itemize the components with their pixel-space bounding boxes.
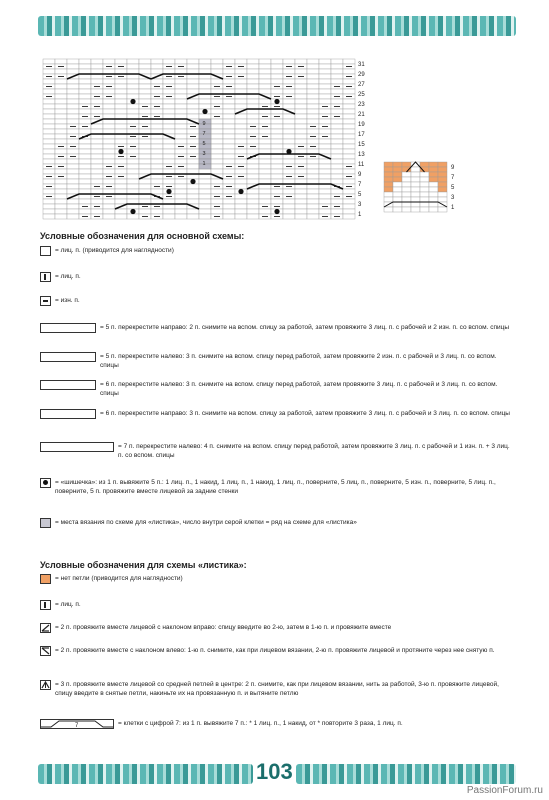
legend-leaf-marker: = места вязания по схеме для «листика», число внутри серой клетки = ряд на схеме для «листика» <box>40 518 510 528</box>
legend-knit: = лиц. п. <box>40 272 510 282</box>
legend-cdd: = 3 п. провяжите вместе лицевой со средней петлей в центре: 2 п. снимите, как при лицевом вязании, нить за работой, 3-ю п. провяжите лицевой, спицу введите в снятые петли, накиньте их на провязанную п. и вытяните петлю <box>40 680 510 698</box>
legend-knit-visual: = лиц. п. (приводится для наглядности) <box>40 246 510 256</box>
row-label: 9 <box>358 172 362 178</box>
leaf-row-label: 9 <box>451 165 455 171</box>
legend-cross-5-left: = 5 п. перекрестите налево: 3 п. снимите на вспом. спицу перед работой, затем провяжите 2 изн. п. с рабочей и 3 лиц. п. со вспом. спицы <box>40 352 510 370</box>
cdd-icon <box>40 680 51 690</box>
cable-6-left-icon <box>40 380 96 390</box>
legend-purl: = изн. п. <box>40 296 510 306</box>
center-number: 7 <box>202 131 206 137</box>
legend-cross-6-left: = 6 п. перекрестите налево: 3 п. снимите на вспом. спицу перед работой, затем провяжите 3 лиц. п. с рабочей и 3 лиц. п. со вспом. спицы <box>40 380 510 398</box>
purl-icon <box>40 296 51 306</box>
ssk-left-icon <box>40 646 51 656</box>
bobble-mark <box>202 109 207 114</box>
knit-icon <box>40 272 51 282</box>
bobble-mark <box>238 189 243 194</box>
legend-k2tog: = 2 п. провяжите вместе лицевой с наклоном вправо: спицу введите во 2-ю, затем в 1-ю п. и провяжите вместе <box>40 623 510 633</box>
bobble-mark <box>118 149 123 154</box>
row-label: 15 <box>358 142 365 148</box>
legend-ssk: = 2 п. провяжите вместе с наклоном влево: 1-ю п. снимите, как при лицевом вязании, 2-ю п. провяжите лицевой и протяните через нее снятую п. <box>40 646 510 656</box>
legend-increase-7: 7 = клетки с цифрой 7: из 1 п. вывяжите 7 п.: * 1 лиц. п., 1 накид, от * повторите 3 раза, 1 лиц. п. <box>40 719 510 729</box>
cable-5-right-icon <box>40 323 96 333</box>
bobble-mark <box>274 209 279 214</box>
leaf-row-label: 3 <box>451 195 455 201</box>
no-stitch-icon <box>40 574 51 584</box>
row-label: 27 <box>358 82 365 88</box>
legend-title-leaf: Условные обозначения для схемы «листика»: <box>40 560 247 570</box>
k2tog-right-icon <box>40 623 51 633</box>
legend-bobble: = «шишечка»: из 1 п. вывяжите 5 п.: 1 лиц. п., 1 накид, 1 лиц. п., 1 накид, 1 лиц. п., поверните, 5 лиц. п., поверните, 5 изн. п., поверните, 5 лиц. п., поверните, 5 п. провяжите вместе лицевой за задние стенки <box>40 478 510 496</box>
bobble-mark <box>274 99 279 104</box>
page-number: 103 <box>256 759 293 784</box>
empty-cell-icon <box>40 246 51 256</box>
legend-no-stitch: = нет петли (приводится для наглядности) <box>40 574 510 584</box>
decorative-border-bottom-right <box>296 764 516 784</box>
row-label: 5 <box>358 192 362 198</box>
legend-cross-5-right: = 5 п. перекрестите направо: 2 п. снимите на вспом. спицу за работой, затем провяжите 3 лиц. п. с рабочей и 2 изн. п. со вспом. спицы <box>40 323 510 333</box>
center-number: 5 <box>202 141 206 147</box>
bobble-mark <box>166 189 171 194</box>
bobble-mark <box>286 149 291 154</box>
svg-text:7: 7 <box>75 723 79 728</box>
row-label: 1 <box>358 212 362 218</box>
bobble-mark <box>130 99 135 104</box>
row-label: 13 <box>358 152 365 158</box>
decorative-border-top <box>38 16 516 36</box>
legend-cross-6-right: = 6 п. перекрестите направо: 3 п. снимите на вспом. спицу за работой, затем провяжите 3 лиц. п. с рабочей и 3 лиц. п. со вспом. спицы <box>40 409 510 419</box>
cable-7-left-icon <box>40 442 114 452</box>
center-number: 1 <box>202 161 206 167</box>
row-label: 3 <box>358 202 362 208</box>
row-label: 31 <box>358 62 365 68</box>
watermark: PassionForum.ru <box>466 785 543 796</box>
knit-icon <box>40 600 51 610</box>
row-label: 29 <box>358 72 365 78</box>
cable-5-left-icon <box>40 352 96 362</box>
bobble-mark <box>190 179 195 184</box>
center-number: 9 <box>202 121 206 127</box>
bobble-mark <box>130 209 135 214</box>
main-knitting-chart <box>41 57 371 222</box>
row-label: 17 <box>358 132 365 138</box>
row-label: 11 <box>358 162 365 168</box>
increase-7-icon <box>40 719 114 729</box>
leaf-row-label: 1 <box>451 205 455 211</box>
row-label: 23 <box>358 102 365 108</box>
legend-cross-7-left: = 7 п. перекрестите налево: 4 п. снимите на вспом. спицу перед работой, затем провяжите 3 лиц. п. с рабочей и 1 изн. п. + 3 лиц. п. со вспом. спицы <box>40 442 510 460</box>
decorative-border-bottom-left <box>38 764 253 784</box>
row-label: 25 <box>358 92 365 98</box>
row-label: 7 <box>358 182 362 188</box>
legend-leaf-knit: = лиц. п. <box>40 600 510 610</box>
cable-6-right-icon <box>40 409 96 419</box>
leaf-row-label: 7 <box>451 175 455 181</box>
center-number: 3 <box>202 151 206 157</box>
legend-title-main: Условные обозначения для основной схемы: <box>40 231 245 241</box>
leaf-row-label: 5 <box>451 185 455 191</box>
leaf-knitting-chart <box>382 160 472 220</box>
bobble-icon <box>40 478 51 488</box>
leaf-marker-icon <box>40 518 51 528</box>
row-label: 21 <box>358 112 365 118</box>
row-label: 19 <box>358 122 365 128</box>
